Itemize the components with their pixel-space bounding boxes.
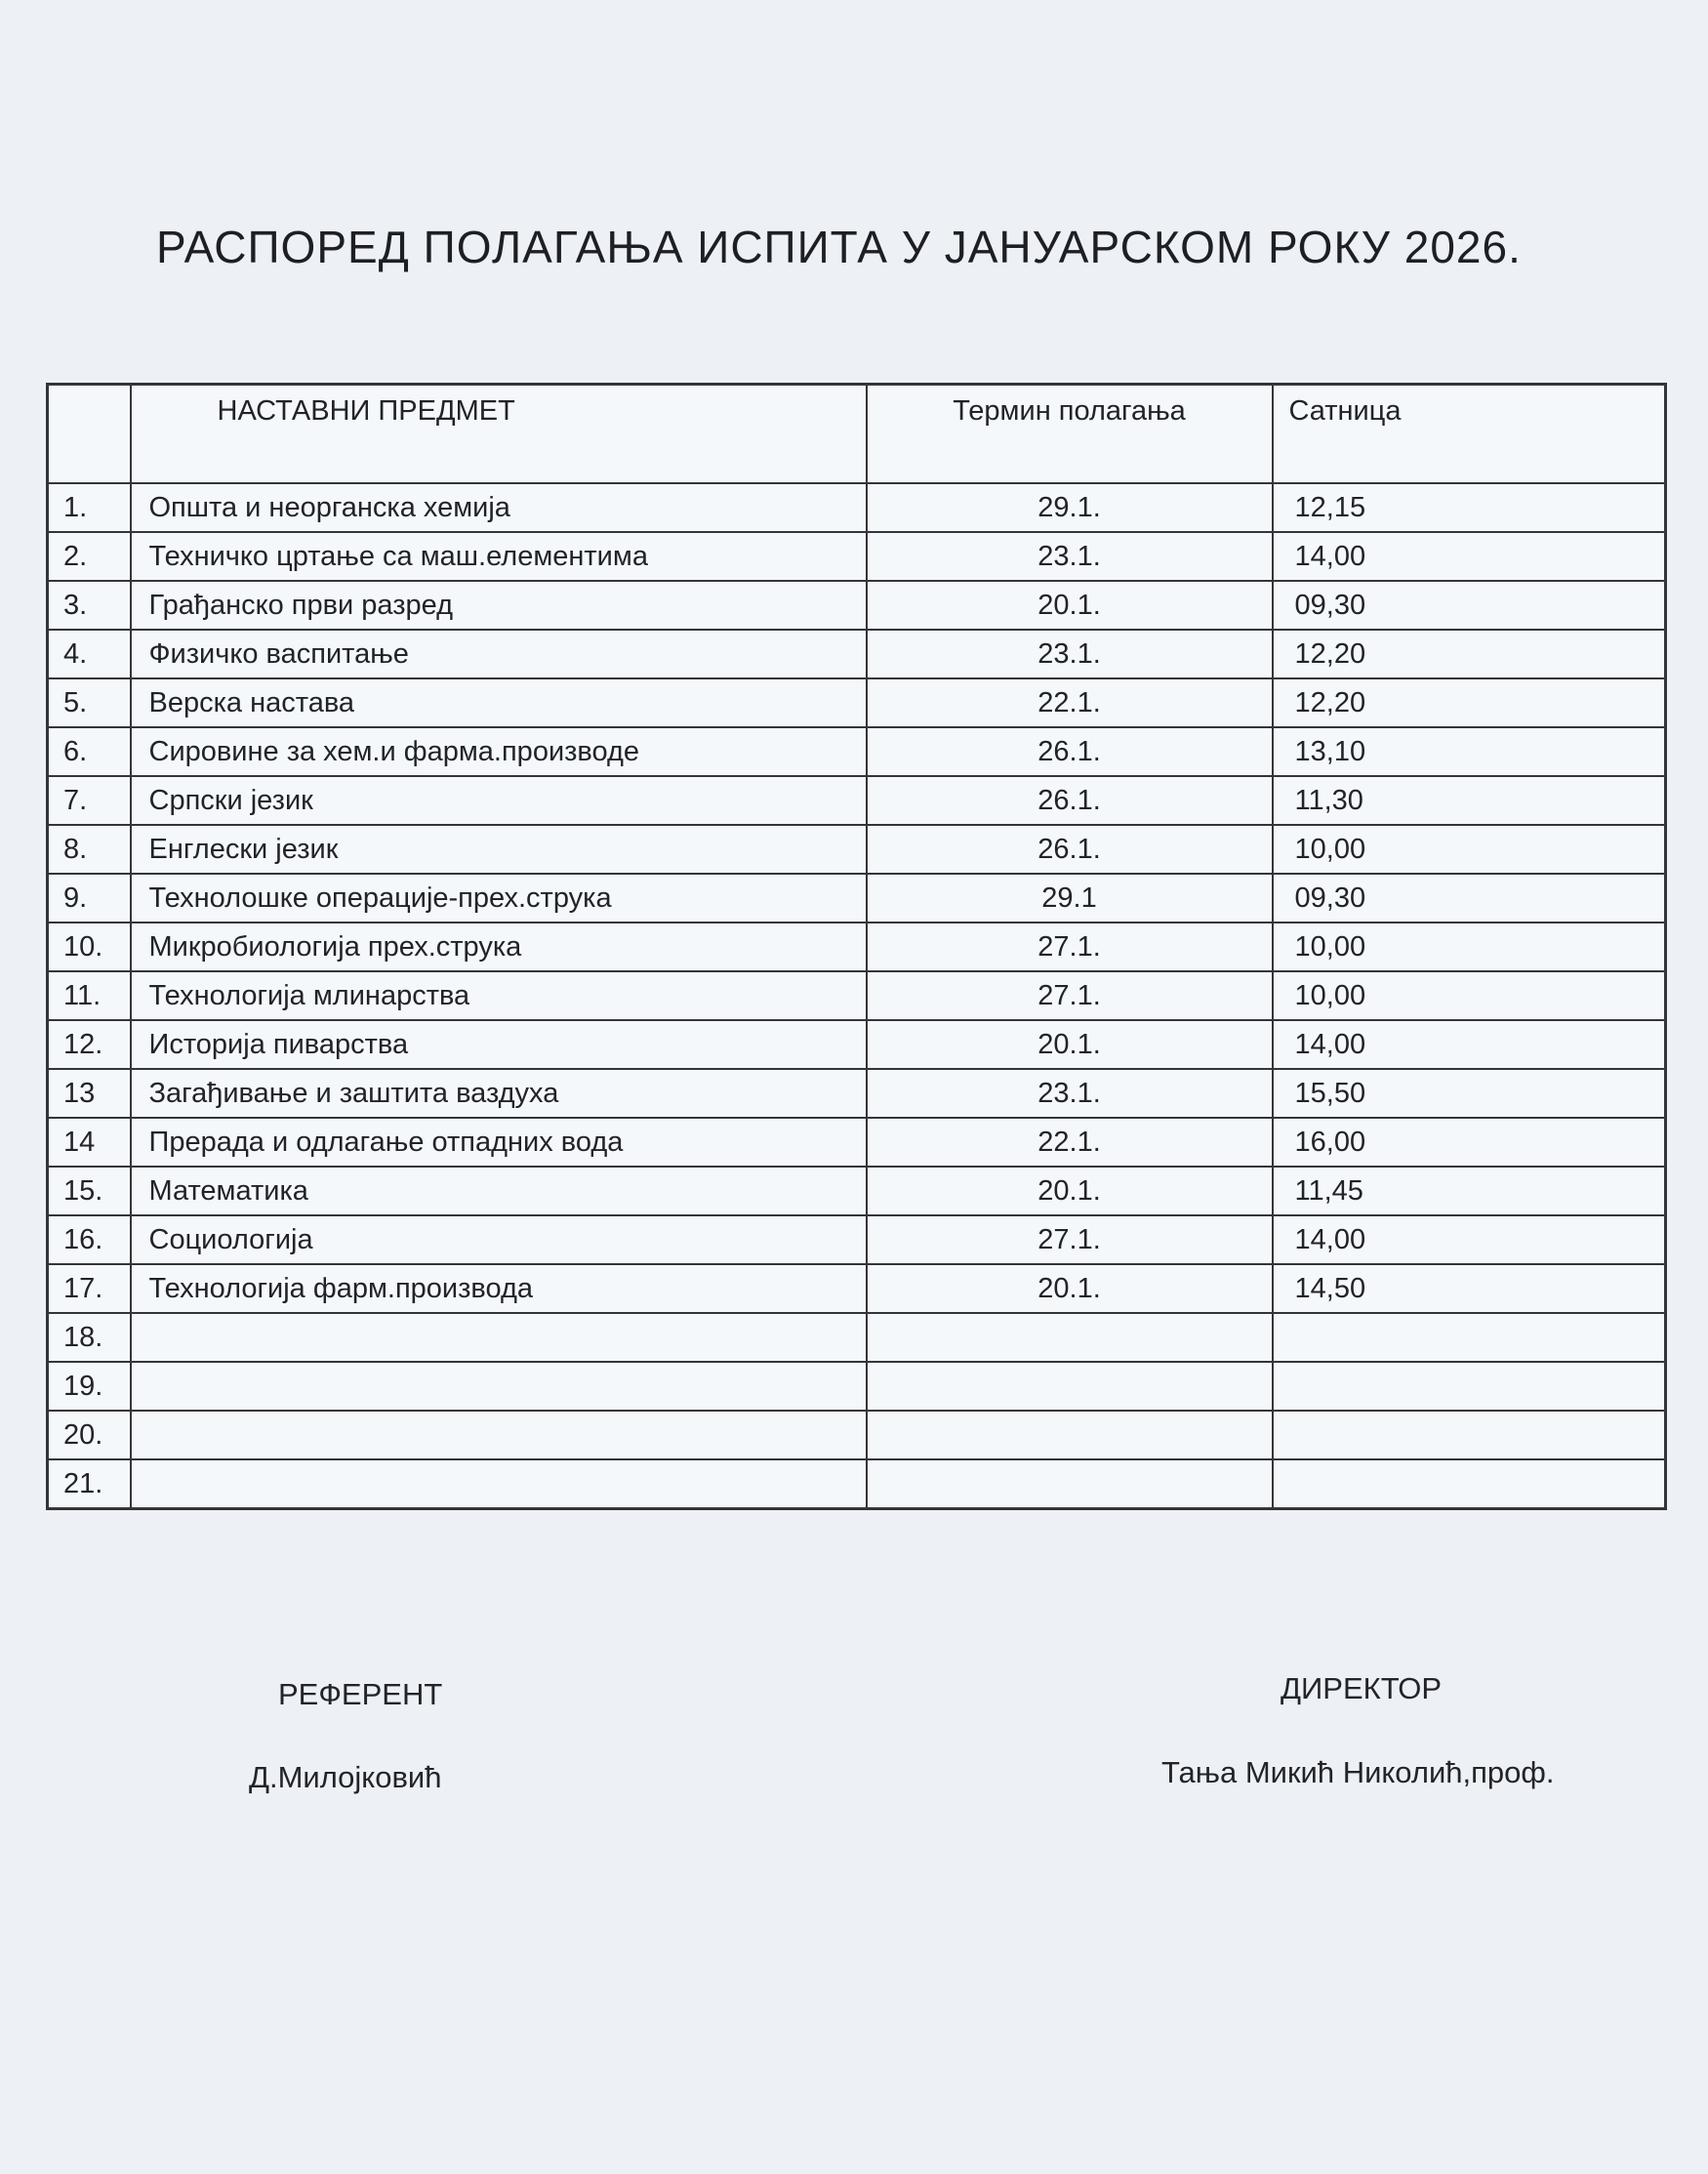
table-header-row	[48, 385, 1666, 484]
row-number-cell: 3.	[48, 581, 131, 630]
row-number-cell: 19.	[48, 1362, 131, 1411]
table-row	[48, 1411, 1666, 1459]
table-row	[48, 825, 1666, 874]
row-number-cell: 21.	[48, 1459, 131, 1509]
row-subject-cell: Историја пиварства	[131, 1020, 867, 1069]
header-time-cell: Сатница	[1273, 385, 1666, 484]
referent-role-label: РЕФЕРЕНТ	[278, 1677, 443, 1711]
row-time-cell: 14,00	[1273, 1215, 1666, 1264]
row-time-cell	[1273, 1362, 1666, 1411]
row-time-cell: 10,00	[1273, 923, 1666, 971]
row-term-cell: 26.1.	[867, 825, 1273, 874]
row-subject-cell	[131, 1362, 867, 1411]
row-number-cell: 5.	[48, 678, 131, 727]
table-row	[48, 581, 1666, 630]
row-term-cell: 20.1.	[867, 581, 1273, 630]
row-time-cell: 16,00	[1273, 1118, 1666, 1167]
row-time-cell: 15,50	[1273, 1069, 1666, 1118]
table-row	[48, 1069, 1666, 1118]
row-time-cell: 10,00	[1273, 825, 1666, 874]
row-number-cell: 16.	[48, 1215, 131, 1264]
row-time-cell: 11,30	[1273, 776, 1666, 825]
row-term-cell: 26.1.	[867, 776, 1273, 825]
table-row	[48, 1362, 1666, 1411]
row-subject-cell: Прерада и одлагање отпадних вода	[131, 1118, 867, 1167]
table-row	[48, 1020, 1666, 1069]
row-number-cell: 20.	[48, 1411, 131, 1459]
row-term-cell: 23.1.	[867, 1069, 1273, 1118]
table-row	[48, 483, 1666, 532]
row-subject-cell: Технологија фарм.производа	[131, 1264, 867, 1313]
row-number-cell: 6.	[48, 727, 131, 776]
row-term-cell: 27.1.	[867, 971, 1273, 1020]
row-subject-cell: Загађивање и заштита ваздуха	[131, 1069, 867, 1118]
row-number-cell: 7.	[48, 776, 131, 825]
row-time-cell: 11,45	[1273, 1167, 1666, 1215]
header-term-cell: Термин полагања	[867, 385, 1273, 484]
row-time-cell: 09,30	[1273, 874, 1666, 923]
row-term-cell	[867, 1459, 1273, 1509]
row-subject-cell: Сировине за хем.и фарма.производе	[131, 727, 867, 776]
row-term-cell: 23.1.	[867, 630, 1273, 678]
row-subject-cell	[131, 1411, 867, 1459]
row-time-cell: 14,00	[1273, 532, 1666, 581]
director-name: Тања Микић Николић,проф.	[1161, 1755, 1555, 1789]
row-time-cell: 12,20	[1273, 678, 1666, 727]
row-subject-cell: Технолошке операције-прех.струка	[131, 874, 867, 923]
row-number-cell: 13	[48, 1069, 131, 1118]
row-subject-cell	[131, 1459, 867, 1509]
table-row	[48, 1313, 1666, 1362]
row-time-cell: 12,15	[1273, 483, 1666, 532]
row-time-cell: 09,30	[1273, 581, 1666, 630]
row-term-cell: 29.1	[867, 874, 1273, 923]
row-number-cell: 15.	[48, 1167, 131, 1215]
table-row	[48, 776, 1666, 825]
row-term-cell: 20.1.	[867, 1264, 1273, 1313]
table-row	[48, 874, 1666, 923]
row-term-cell: 27.1.	[867, 1215, 1273, 1264]
row-number-cell: 8.	[48, 825, 131, 874]
row-subject-cell: Математика	[131, 1167, 867, 1215]
row-term-cell: 20.1.	[867, 1020, 1273, 1069]
row-subject-cell: Микробиологија прех.струка	[131, 923, 867, 971]
table-row	[48, 630, 1666, 678]
row-time-cell	[1273, 1411, 1666, 1459]
row-subject-cell: Физичко васпитање	[131, 630, 867, 678]
row-time-cell: 14,00	[1273, 1020, 1666, 1069]
row-term-cell: 23.1.	[867, 532, 1273, 581]
row-subject-cell: Српски језик	[131, 776, 867, 825]
row-number-cell: 9.	[48, 874, 131, 923]
row-time-cell	[1273, 1313, 1666, 1362]
row-number-cell: 17.	[48, 1264, 131, 1313]
table-row	[48, 532, 1666, 581]
row-subject-cell: Грађанско први разред	[131, 581, 867, 630]
document-title: РАСПОРЕД ПОЛАГАЊА ИСПИТА У ЈАНУАРСКОМ РОКУ 2026.	[156, 222, 1522, 272]
row-number-cell: 18.	[48, 1313, 131, 1362]
row-term-cell	[867, 1313, 1273, 1362]
header-subject-cell: НАСТАВНИ ПРЕДМЕТ	[131, 385, 867, 484]
table-row	[48, 1215, 1666, 1264]
row-term-cell: 22.1.	[867, 678, 1273, 727]
row-subject-cell: Социологија	[131, 1215, 867, 1264]
director-role-label: ДИРЕКТОР	[1281, 1671, 1443, 1705]
row-term-cell	[867, 1362, 1273, 1411]
row-number-cell: 10.	[48, 923, 131, 971]
schedule-table-body	[48, 483, 1666, 1509]
table-row	[48, 1459, 1666, 1509]
row-term-cell: 29.1.	[867, 483, 1273, 532]
row-time-cell	[1273, 1459, 1666, 1509]
table-row	[48, 1167, 1666, 1215]
row-time-cell: 10,00	[1273, 971, 1666, 1020]
table-row	[48, 727, 1666, 776]
row-time-cell: 12,20	[1273, 630, 1666, 678]
table-row	[48, 678, 1666, 727]
row-subject-cell: Општа и неорганска хемија	[131, 483, 867, 532]
row-time-cell: 13,10	[1273, 727, 1666, 776]
row-subject-cell: Техничко цртање са маш.елементима	[131, 532, 867, 581]
row-number-cell: 4.	[48, 630, 131, 678]
row-subject-cell: Технологија млинарства	[131, 971, 867, 1020]
table-row	[48, 923, 1666, 971]
row-subject-cell: Верска настава	[131, 678, 867, 727]
table-row	[48, 1264, 1666, 1313]
header-number-cell	[48, 385, 131, 484]
row-number-cell: 2.	[48, 532, 131, 581]
row-number-cell: 11.	[48, 971, 131, 1020]
row-time-cell: 14,50	[1273, 1264, 1666, 1313]
row-term-cell: 20.1.	[867, 1167, 1273, 1215]
row-term-cell: 22.1.	[867, 1118, 1273, 1167]
row-subject-cell	[131, 1313, 867, 1362]
row-term-cell	[867, 1411, 1273, 1459]
exam-schedule-table	[46, 383, 1667, 1510]
row-term-cell: 27.1.	[867, 923, 1273, 971]
row-subject-cell: Енглески језик	[131, 825, 867, 874]
row-number-cell: 1.	[48, 483, 131, 532]
table-row	[48, 1118, 1666, 1167]
row-term-cell: 26.1.	[867, 727, 1273, 776]
table-row	[48, 971, 1666, 1020]
row-number-cell: 12.	[48, 1020, 131, 1069]
referent-name: Д.Милојковић	[249, 1760, 442, 1794]
row-number-cell: 14	[48, 1118, 131, 1167]
